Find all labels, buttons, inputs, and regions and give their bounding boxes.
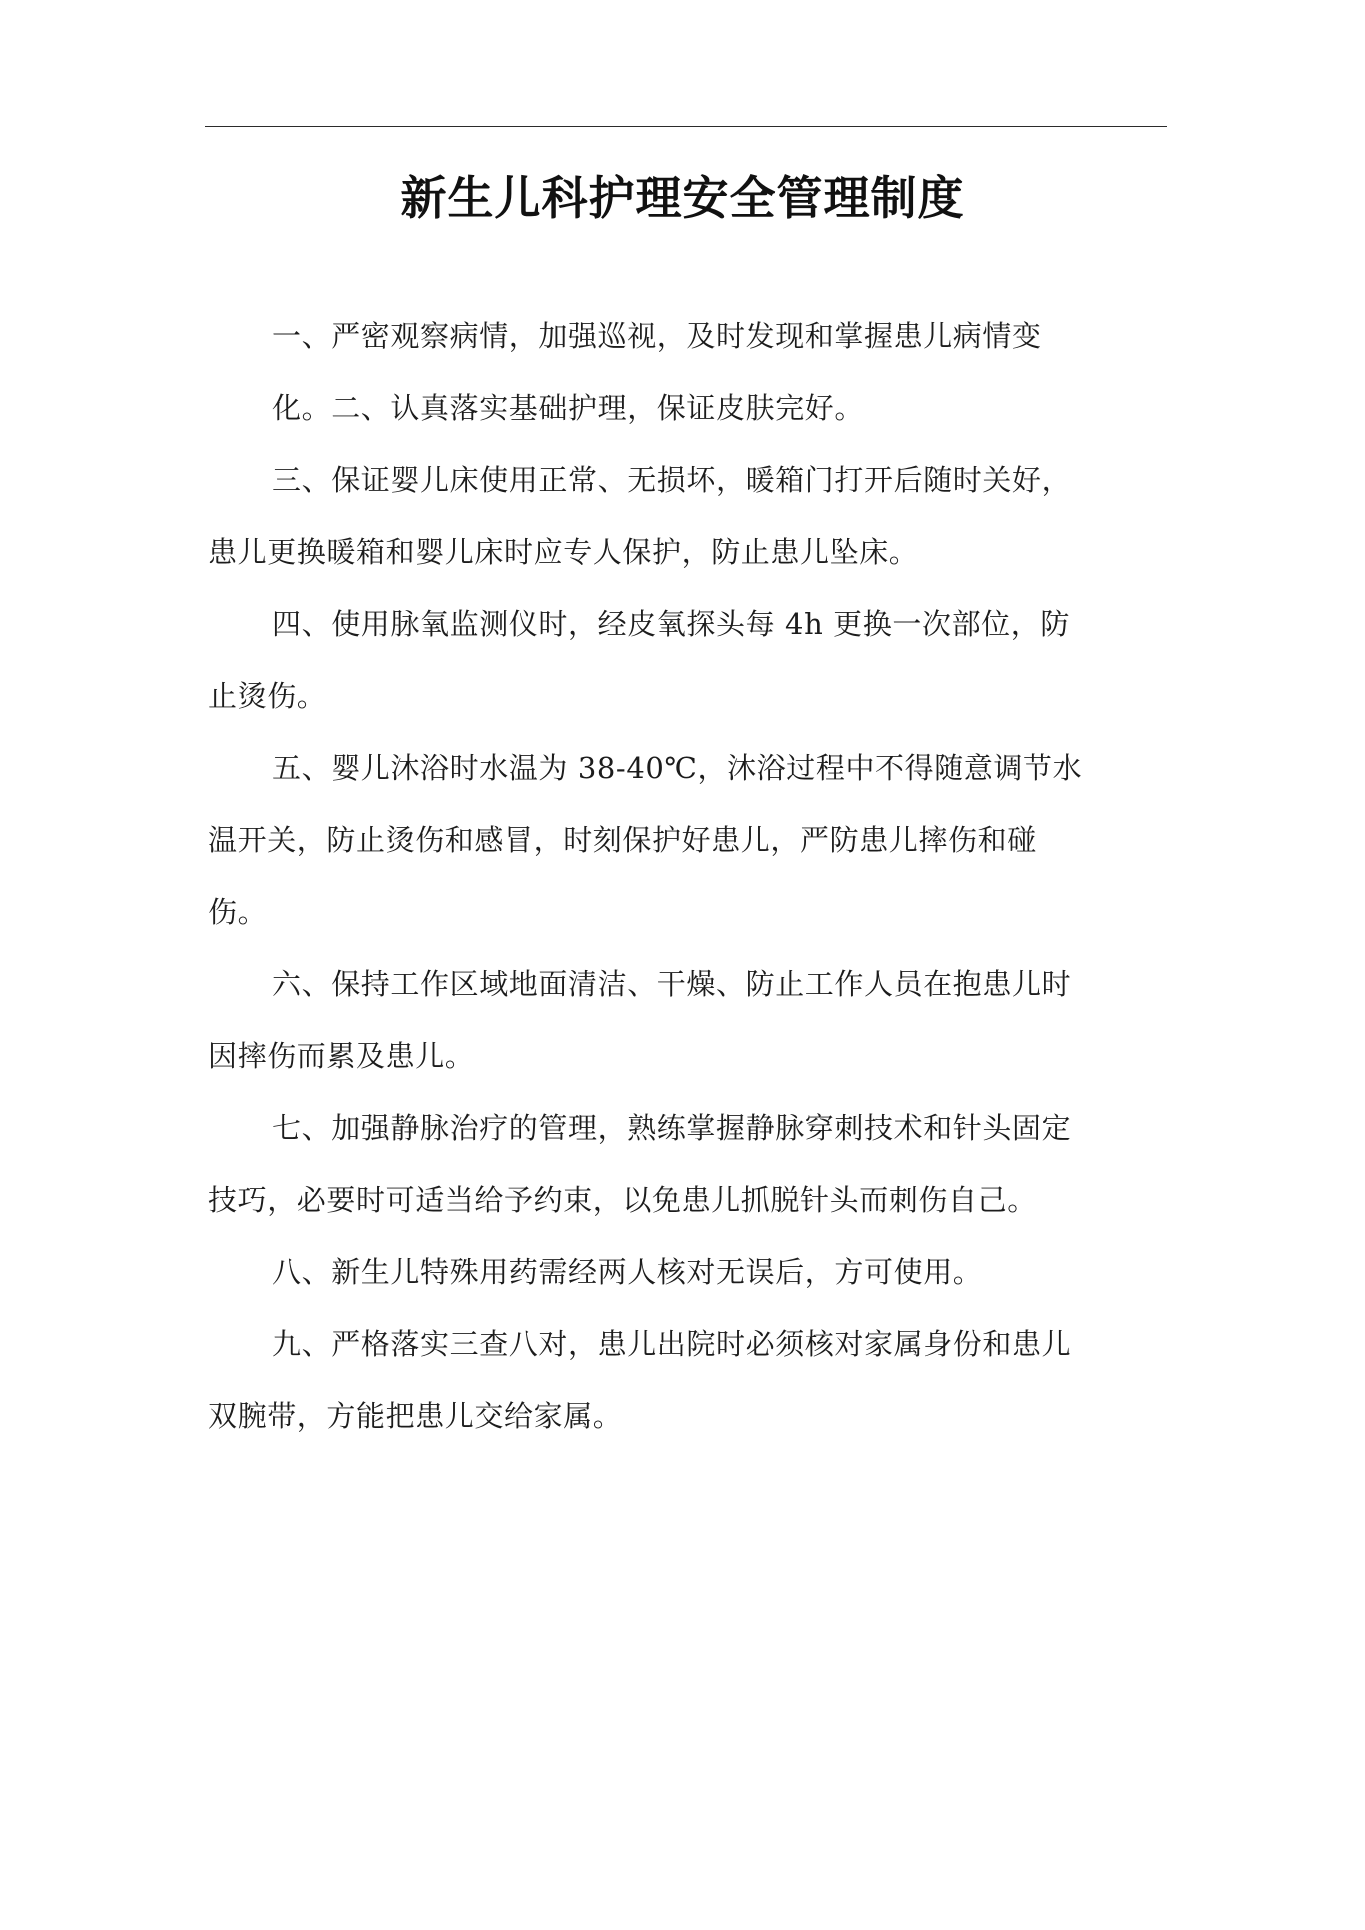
paragraph-4-line-2: 止烫伤。 xyxy=(208,679,327,713)
paragraph-5-line-3: 伤。 xyxy=(208,895,268,929)
paragraph-7-line-2: 技巧，必要时可适当给予约束，以免患儿抓脱针头而刺伤自己。 xyxy=(208,1183,1037,1217)
paragraph-6-line-1: 六、保持工作区域地面清洁、干燥、防止工作人员在抱患儿时 xyxy=(272,967,1072,1001)
paragraph-3-line-1: 三、保证婴儿床使用正常、无损坏，暖箱门打开后随时关好， xyxy=(272,463,1072,497)
paragraph-7-line-1: 七、加强静脉治疗的管理，熟练掌握静脉穿刺技术和针头固定 xyxy=(272,1111,1072,1145)
paragraph-1-line-1: 一、严密观察病情，加强巡视，及时发现和掌握患儿病情变 xyxy=(272,319,1042,353)
document-title: 新生儿科护理安全管理制度 xyxy=(400,171,965,225)
paragraph-5-line-2: 温开关，防止烫伤和感冒，时刻保护好患儿，严防患儿摔伤和碰 xyxy=(208,823,1037,857)
paragraph-9-line-2: 双腕带，方能把患儿交给家属。 xyxy=(208,1399,623,1433)
paragraph-4-line-1: 四、使用脉氧监测仪时，经皮氧探头每 4h 更换一次部位，防 xyxy=(272,607,1070,641)
paragraph-1-line-2: 化。二、认真落实基础护理，保证皮肤完好。 xyxy=(272,391,865,425)
paragraph-6-line-2: 因摔伤而累及患儿。 xyxy=(208,1039,475,1073)
paragraph-8-line-1: 八、新生儿特殊用药需经两人核对无误后，方可使用。 xyxy=(272,1255,983,1289)
header-rule xyxy=(205,126,1167,127)
paragraph-9-line-1: 九、严格落实三查八对，患儿出院时必须核对家属身份和患儿 xyxy=(272,1327,1072,1361)
paragraph-5-line-1: 五、婴儿沐浴时水温为 38-40℃，沐浴过程中不得随意调节水 xyxy=(272,751,1083,785)
paragraph-3-line-2: 患儿更换暖箱和婴儿床时应专人保护，防止患儿坠床。 xyxy=(208,535,919,569)
